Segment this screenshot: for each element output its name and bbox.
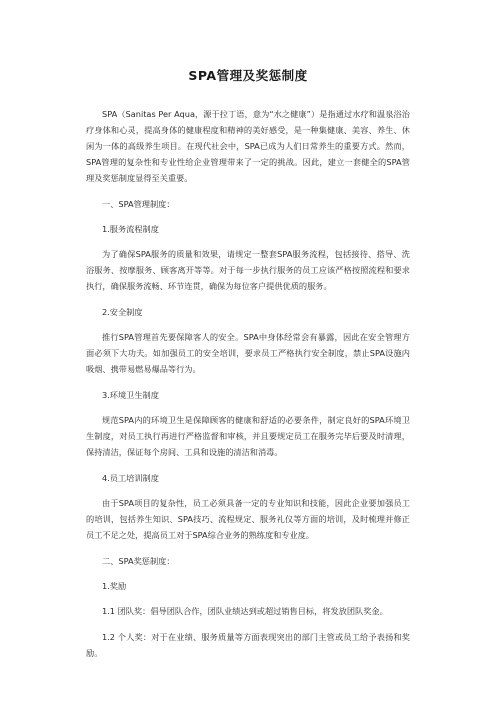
subheading-training: 4.员工培训制度 xyxy=(102,473,159,483)
section-heading-rewards: 二、SPA奖惩制度： xyxy=(102,556,175,566)
document-title: SPA管理及奖惩制度 xyxy=(188,68,308,83)
subheading-reward: 1.奖励 xyxy=(102,581,127,591)
section-heading-management: 一、SPA管理制度： xyxy=(102,199,175,209)
intro-paragraph: SPA（Sanitas Per Aqua，源于拉丁语，意为“水之健康”）是指通过水疗和温泉浴治疗身体和心灵，提高身体的健康程度和精神的美好感受，是一种集健康、美容、养生、休闲为一体的高级养生项目。在现代社会中，SPA已成为人们日常养生的重要方式。然而，SPA管理的复杂性和专业性给企业管理带来了一定的挑战。因此，建立一套健全的SPA管理及奖惩制度显得至关重要。 xyxy=(86,109,410,183)
subheading-safety: 2.安全制度 xyxy=(102,307,143,317)
paragraph-training: 由于SPA项目的复杂性，员工必须具备一定的专业知识和技能，因此企业要加强员工的培训，包括养生知识、SPA技巧、流程规定、服务礼仪等方面的培训，及时梳理并修正员工不足之处，提高员工对于SPA综合业务的熟练度和专业度。 xyxy=(86,498,410,540)
paragraph-service-process: 为了确保SPA服务的质量和效果，请规定一整套SPA服务流程，包括接待、搭导、洗浴服务、按摩服务、顾客离开等等。对于每一步执行服务的员工应该严格按照流程和要求执行，确保服务流畅、环节连贯，确保为每位客户提供优质的服务。 xyxy=(86,249,410,291)
paragraph-hygiene: 规范SPA内的环境卫生是保障顾客的健康和舒适的必要条件，制定良好的SPA环境卫生制度，对员工执行再进行严格监督和审核，并且要规定员工在服务完毕后要及时清理，保持清洁，保证每个房间、工具和设施的清洁和消毒。 xyxy=(86,415,410,457)
paragraph-individual-award: 1.2 个人奖：对于在业绩、服务质量等方面表现突出的部门主管或员工给予表扬和奖励。 xyxy=(86,632,410,658)
subheading-service-process: 1.服务流程制度 xyxy=(102,224,159,234)
paragraph-team-award: 1.1 团队奖：倡导团队合作，团队业绩达到或超过销售目标，将发放团队奖金。 xyxy=(102,606,388,616)
paragraph-safety: 推行SPA管理首先要保障客人的安全。SPA中身体经常会有暴露，因此在安全管理方面必须下大功夫。如加强员工的安全培训，要求员工严格执行安全制度，禁止SPA设施内吸烟、携带易燃易爆品等行为。 xyxy=(86,332,410,374)
subheading-hygiene: 3.环境卫生制度 xyxy=(102,390,159,400)
